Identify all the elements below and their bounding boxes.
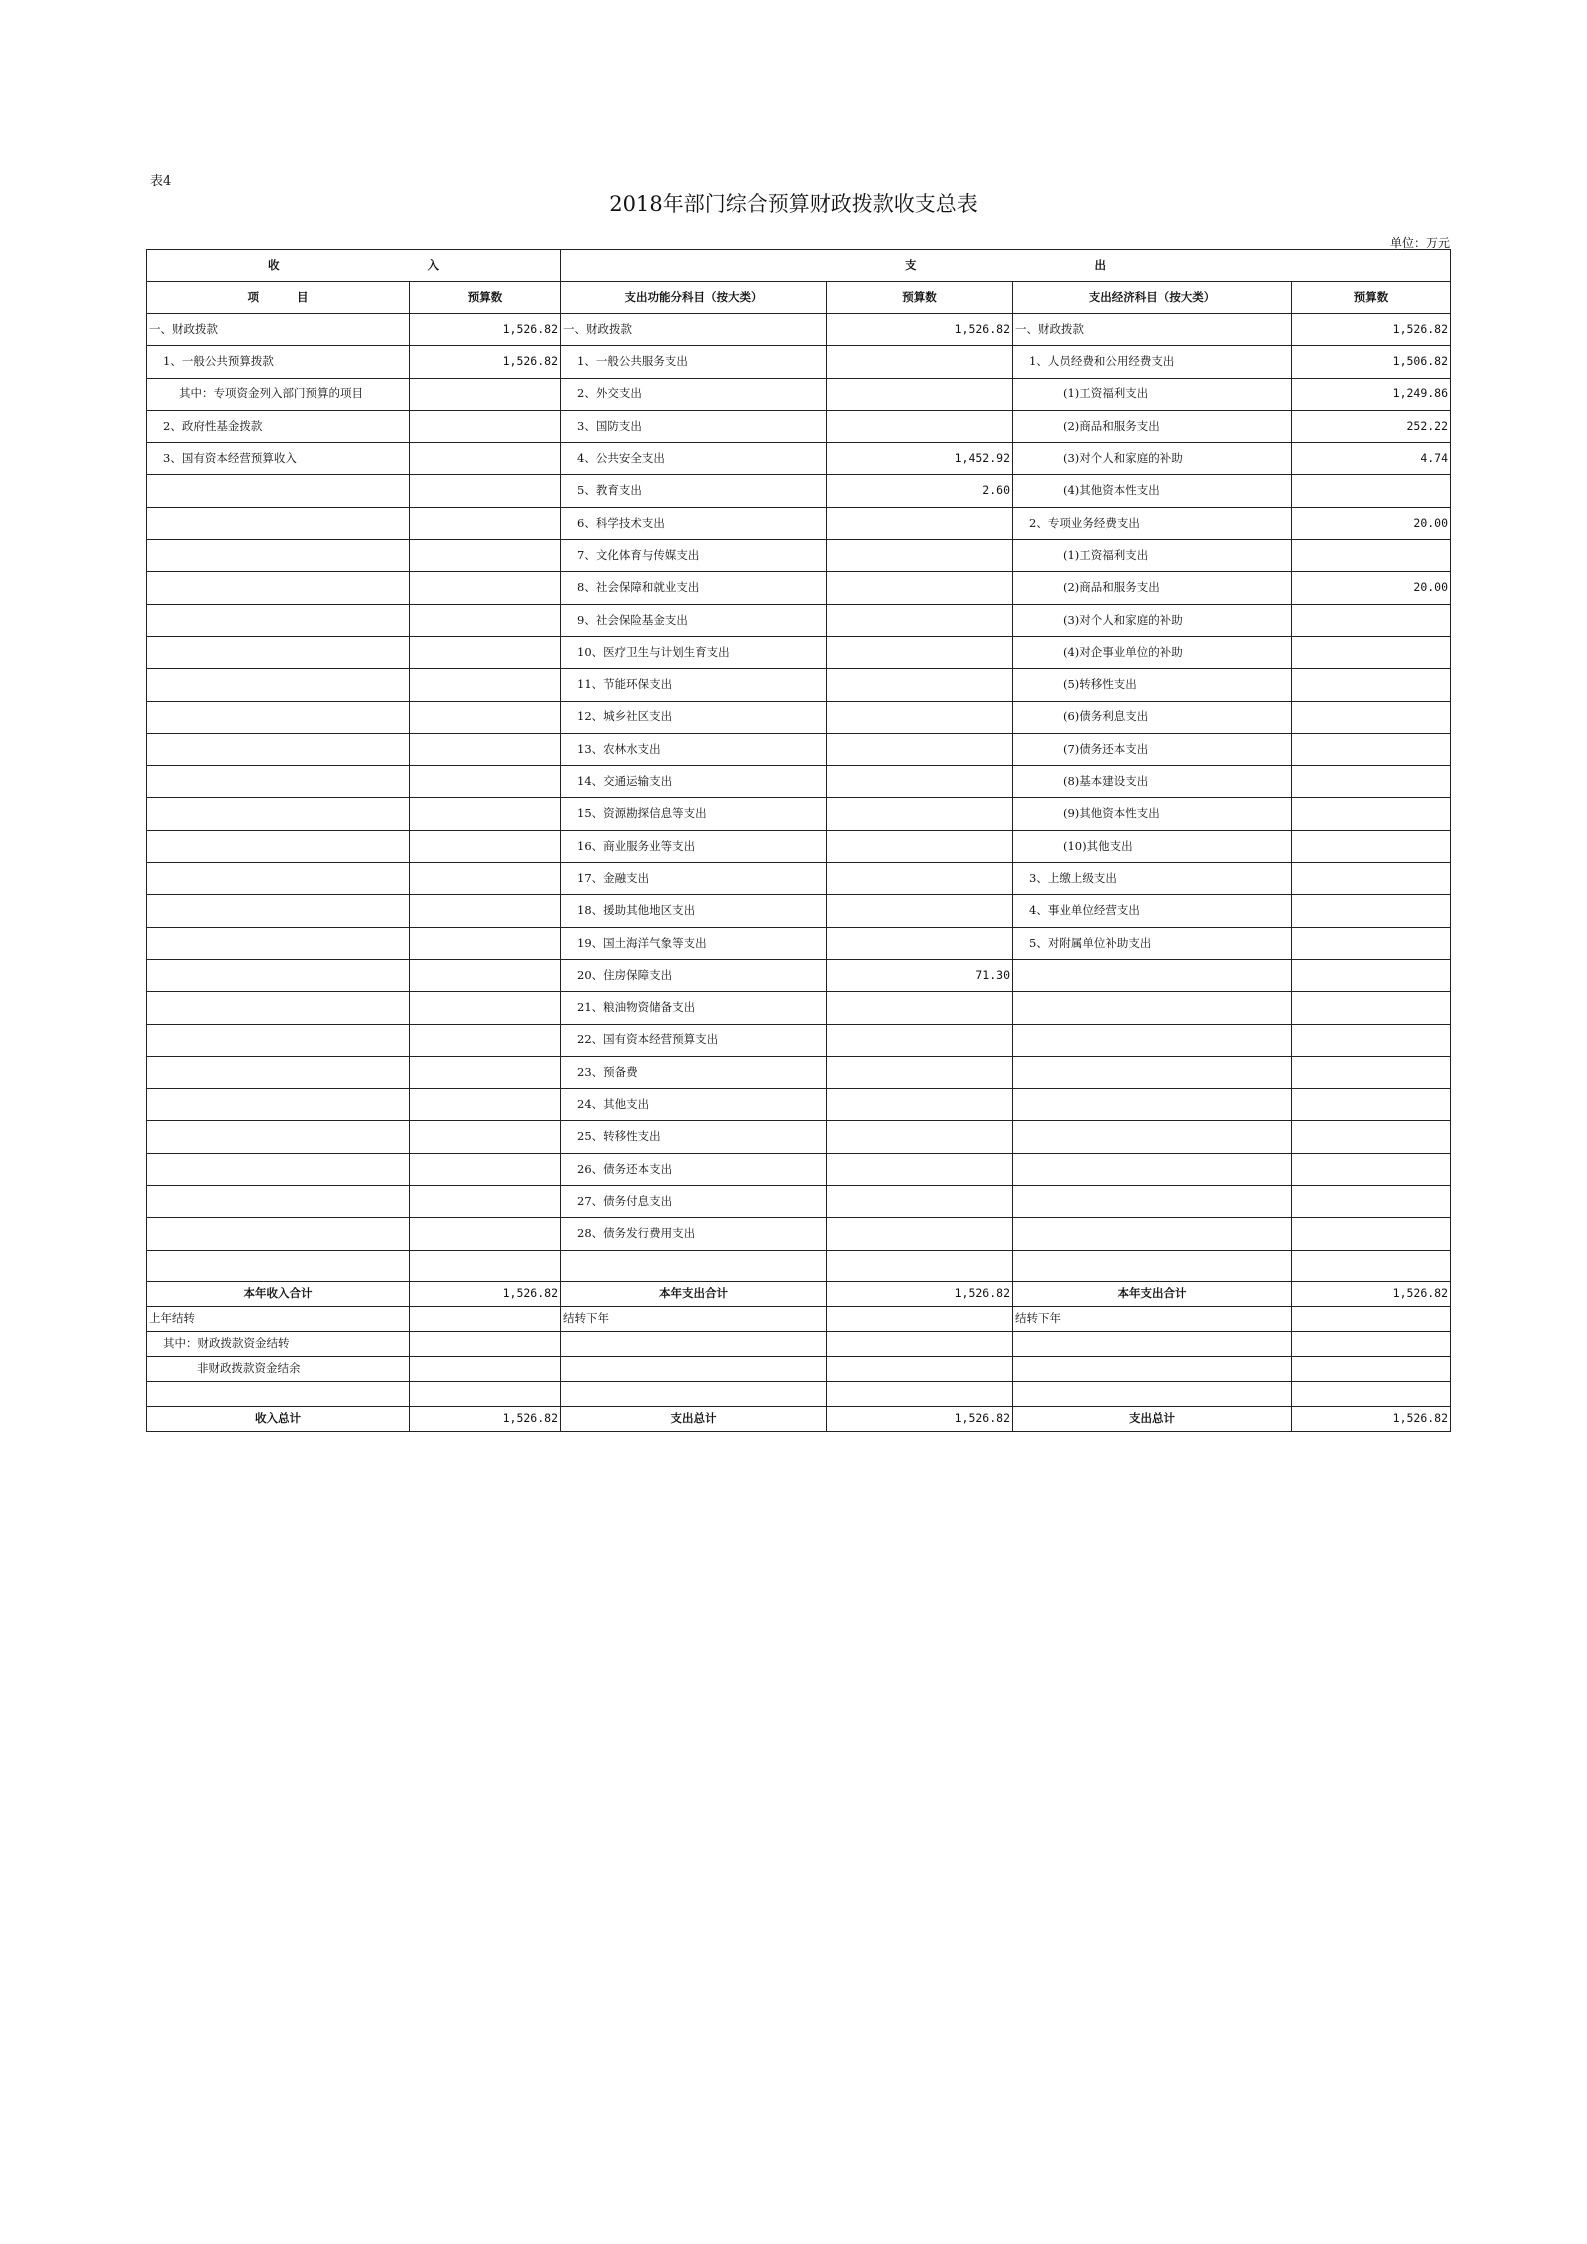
table-row bbox=[147, 1153, 1451, 1185]
income-item bbox=[147, 572, 410, 604]
func-value bbox=[827, 733, 1013, 765]
unit-label: 单位：万元 bbox=[1389, 236, 1450, 250]
empty-cell bbox=[1292, 1356, 1451, 1381]
func-item: 14、交通运输支出 bbox=[561, 766, 827, 798]
econ-value bbox=[1292, 669, 1451, 701]
func-item: 6、科学技术支出 bbox=[561, 507, 827, 539]
table-row bbox=[147, 572, 1451, 604]
econ-item: 一、财政拨款 bbox=[1013, 314, 1292, 346]
econ-item: (4)其他资本性支出 bbox=[1013, 475, 1292, 507]
func-item: 27、债务付息支出 bbox=[561, 1186, 827, 1218]
econ-item: (6)债务利息支出 bbox=[1013, 701, 1292, 733]
carry-sub2-label: 非财政拨款资金结余 bbox=[147, 1356, 410, 1381]
func-item: 7、文化体育与传媒支出 bbox=[561, 540, 827, 572]
econ-grand-value: 1,526.82 bbox=[1292, 1406, 1451, 1431]
income-item bbox=[147, 733, 410, 765]
func-item: 18、援助其他地区支出 bbox=[561, 895, 827, 927]
func-item: 10、医疗卫生与计划生育支出 bbox=[561, 636, 827, 668]
table-row bbox=[147, 1121, 1451, 1153]
func-item: 16、商业服务业等支出 bbox=[561, 830, 827, 862]
header-econ-budget: 预算数 bbox=[1292, 282, 1451, 314]
carry-sub-row-2 bbox=[147, 1356, 1451, 1381]
empty-cell bbox=[1013, 1356, 1292, 1381]
income-item bbox=[147, 863, 410, 895]
income-value bbox=[410, 1186, 561, 1218]
spacer-cell bbox=[1013, 1250, 1292, 1281]
econ-total-value: 1,526.82 bbox=[1292, 1281, 1451, 1306]
func-item: 15、资源勘探信息等支出 bbox=[561, 798, 827, 830]
econ-value bbox=[1292, 1024, 1451, 1056]
empty-cell bbox=[1292, 1381, 1451, 1406]
econ-value bbox=[1292, 701, 1451, 733]
econ-item: (5)转移性支出 bbox=[1013, 669, 1292, 701]
func-item: 9、社会保险基金支出 bbox=[561, 604, 827, 636]
func-item: 21、粮油物资储备支出 bbox=[561, 992, 827, 1024]
econ-item bbox=[1013, 1089, 1292, 1121]
income-value bbox=[410, 863, 561, 895]
prev-carry-label: 上年结转 bbox=[147, 1306, 410, 1331]
carry-sub-row-1 bbox=[147, 1331, 1451, 1356]
econ-value bbox=[1292, 1056, 1451, 1088]
func-item: 23、预备费 bbox=[561, 1056, 827, 1088]
func-value bbox=[827, 572, 1013, 604]
func-value bbox=[827, 895, 1013, 927]
income-item bbox=[147, 669, 410, 701]
income-item: 2、政府性基金拨款 bbox=[147, 410, 410, 442]
econ-item: (10)其他支出 bbox=[1013, 830, 1292, 862]
func-value bbox=[827, 927, 1013, 959]
econ-item bbox=[1013, 1153, 1292, 1185]
income-item: 1、一般公共预算拨款 bbox=[147, 346, 410, 378]
func-carry-label: 结转下年 bbox=[561, 1306, 827, 1331]
income-grand-value: 1,526.82 bbox=[410, 1406, 561, 1431]
income-value bbox=[410, 1153, 561, 1185]
spacer-cell bbox=[561, 1250, 827, 1281]
band-income bbox=[147, 250, 561, 282]
empty-cell bbox=[147, 1381, 410, 1406]
econ-item: 4、事业单位经营支出 bbox=[1013, 895, 1292, 927]
income-value bbox=[410, 1121, 561, 1153]
income-value bbox=[410, 1056, 561, 1088]
func-item: 5、教育支出 bbox=[561, 475, 827, 507]
table-row bbox=[147, 992, 1451, 1024]
income-total-value: 1,526.82 bbox=[410, 1281, 561, 1306]
income-value bbox=[410, 669, 561, 701]
prev-carry-value bbox=[410, 1306, 561, 1331]
grand-total-row bbox=[147, 1406, 1451, 1431]
econ-value: 1,249.86 bbox=[1292, 378, 1451, 410]
econ-item: (9)其他资本性支出 bbox=[1013, 798, 1292, 830]
income-value bbox=[410, 1089, 561, 1121]
empty-cell bbox=[827, 1381, 1013, 1406]
header-row bbox=[147, 282, 1451, 314]
income-item: 其中：专项资金列入部门预算的项目 bbox=[147, 378, 410, 410]
econ-value bbox=[1292, 1089, 1451, 1121]
table-row bbox=[147, 1186, 1451, 1218]
econ-value: 1,526.82 bbox=[1292, 314, 1451, 346]
econ-value bbox=[1292, 733, 1451, 765]
econ-carry-label: 结转下年 bbox=[1013, 1306, 1292, 1331]
econ-item: (4)对企事业单位的补助 bbox=[1013, 636, 1292, 668]
budget-table bbox=[146, 249, 1451, 1432]
income-item bbox=[147, 636, 410, 668]
table-row bbox=[147, 475, 1451, 507]
table-row bbox=[147, 410, 1451, 442]
func-value: 2.60 bbox=[827, 475, 1013, 507]
income-value bbox=[410, 443, 561, 475]
func-grand-label: 支出总计 bbox=[561, 1406, 827, 1431]
func-value bbox=[827, 1024, 1013, 1056]
func-value bbox=[827, 604, 1013, 636]
table-row bbox=[147, 1089, 1451, 1121]
econ-value: 20.00 bbox=[1292, 572, 1451, 604]
spacer-cell bbox=[1292, 1250, 1451, 1281]
income-item bbox=[147, 507, 410, 539]
income-item bbox=[147, 1218, 410, 1250]
econ-value: 20.00 bbox=[1292, 507, 1451, 539]
econ-value: 4.74 bbox=[1292, 443, 1451, 475]
spacer-row bbox=[147, 1250, 1451, 1281]
header-item-a: 项 bbox=[247, 289, 259, 304]
econ-grand-label: 支出总计 bbox=[1013, 1406, 1292, 1431]
func-item: 17、金融支出 bbox=[561, 863, 827, 895]
func-item: 1、一般公共服务支出 bbox=[561, 346, 827, 378]
econ-item bbox=[1013, 1056, 1292, 1088]
table-row bbox=[147, 1024, 1451, 1056]
table-row bbox=[147, 863, 1451, 895]
income-value bbox=[410, 475, 561, 507]
income-item bbox=[147, 830, 410, 862]
table-row bbox=[147, 701, 1451, 733]
income-value bbox=[410, 636, 561, 668]
table-row bbox=[147, 1218, 1451, 1250]
income-value bbox=[410, 1024, 561, 1056]
table-row bbox=[147, 669, 1451, 701]
econ-value bbox=[1292, 1153, 1451, 1185]
income-item bbox=[147, 798, 410, 830]
econ-item: 2、专项业务经费支出 bbox=[1013, 507, 1292, 539]
empty-cell bbox=[410, 1356, 561, 1381]
carry-row bbox=[147, 1306, 1451, 1331]
func-value bbox=[827, 346, 1013, 378]
func-item: 20、住房保障支出 bbox=[561, 959, 827, 991]
func-value bbox=[827, 1153, 1013, 1185]
income-value bbox=[410, 378, 561, 410]
table-row bbox=[147, 766, 1451, 798]
func-item: 22、国有资本经营预算支出 bbox=[561, 1024, 827, 1056]
econ-value: 1,506.82 bbox=[1292, 346, 1451, 378]
income-item bbox=[147, 766, 410, 798]
func-value bbox=[827, 863, 1013, 895]
table-row bbox=[147, 798, 1451, 830]
func-value bbox=[827, 378, 1013, 410]
empty-cell bbox=[561, 1381, 827, 1406]
income-item bbox=[147, 992, 410, 1024]
income-item bbox=[147, 604, 410, 636]
func-item: 8、社会保障和就业支出 bbox=[561, 572, 827, 604]
header-item-b: 目 bbox=[297, 289, 309, 304]
carry-sub1-label: 其中：财政拨款资金结转 bbox=[147, 1331, 410, 1356]
spacer-cell bbox=[147, 1250, 410, 1281]
income-value bbox=[410, 992, 561, 1024]
total-row bbox=[147, 1281, 1451, 1306]
income-value bbox=[410, 766, 561, 798]
func-item: 一、财政拨款 bbox=[561, 314, 827, 346]
empty-cell bbox=[561, 1331, 827, 1356]
econ-value bbox=[1292, 540, 1451, 572]
func-value bbox=[827, 1121, 1013, 1153]
econ-value bbox=[1292, 895, 1451, 927]
econ-item: (1)工资福利支出 bbox=[1013, 540, 1292, 572]
func-value bbox=[827, 701, 1013, 733]
band-income-a: 收 bbox=[267, 257, 280, 272]
econ-item bbox=[1013, 959, 1292, 991]
func-item: 12、城乡社区支出 bbox=[561, 701, 827, 733]
income-value bbox=[410, 798, 561, 830]
econ-value bbox=[1292, 830, 1451, 862]
econ-value bbox=[1292, 1218, 1451, 1250]
econ-item bbox=[1013, 1121, 1292, 1153]
income-value bbox=[410, 959, 561, 991]
func-value: 1,526.82 bbox=[827, 314, 1013, 346]
income-item bbox=[147, 895, 410, 927]
income-item bbox=[147, 1089, 410, 1121]
func-item: 2、外交支出 bbox=[561, 378, 827, 410]
table-row bbox=[147, 959, 1451, 991]
func-total-value: 1,526.82 bbox=[827, 1281, 1013, 1306]
econ-value bbox=[1292, 992, 1451, 1024]
spacer-cell bbox=[827, 1250, 1013, 1281]
econ-item bbox=[1013, 1218, 1292, 1250]
econ-value bbox=[1292, 1121, 1451, 1153]
page-title: 2018年部门综合预算财政拨款收支总表 bbox=[609, 192, 978, 216]
income-value bbox=[410, 410, 561, 442]
econ-item bbox=[1013, 992, 1292, 1024]
income-value bbox=[410, 604, 561, 636]
econ-item: 1、人员经费和公用经费支出 bbox=[1013, 346, 1292, 378]
income-item: 3、国有资本经营预算收入 bbox=[147, 443, 410, 475]
income-item bbox=[147, 1121, 410, 1153]
table-row bbox=[147, 346, 1451, 378]
func-item: 4、公共安全支出 bbox=[561, 443, 827, 475]
econ-value bbox=[1292, 604, 1451, 636]
blank-row bbox=[147, 1381, 1451, 1406]
func-value bbox=[827, 798, 1013, 830]
func-item: 24、其他支出 bbox=[561, 1089, 827, 1121]
spacer-cell bbox=[410, 1250, 561, 1281]
band-expense bbox=[561, 250, 1451, 282]
table-row bbox=[147, 314, 1451, 346]
table-row bbox=[147, 636, 1451, 668]
income-item bbox=[147, 475, 410, 507]
func-value: 71.30 bbox=[827, 959, 1013, 991]
econ-value bbox=[1292, 927, 1451, 959]
band-expense-b: 出 bbox=[1094, 257, 1107, 272]
func-value bbox=[827, 636, 1013, 668]
income-item bbox=[147, 540, 410, 572]
income-item bbox=[147, 1153, 410, 1185]
empty-cell bbox=[561, 1356, 827, 1381]
income-value: 1,526.82 bbox=[410, 346, 561, 378]
table-row bbox=[147, 895, 1451, 927]
func-item: 3、国防支出 bbox=[561, 410, 827, 442]
income-grand-label: 收入总计 bbox=[147, 1406, 410, 1431]
econ-value bbox=[1292, 636, 1451, 668]
func-value bbox=[827, 669, 1013, 701]
func-value bbox=[827, 540, 1013, 572]
table-row bbox=[147, 540, 1451, 572]
econ-value bbox=[1292, 863, 1451, 895]
func-carry-value bbox=[827, 1306, 1013, 1331]
func-item: 25、转移性支出 bbox=[561, 1121, 827, 1153]
func-grand-value: 1,526.82 bbox=[827, 1406, 1013, 1431]
empty-cell bbox=[827, 1331, 1013, 1356]
func-value bbox=[827, 830, 1013, 862]
econ-item: 5、对附属单位补助支出 bbox=[1013, 927, 1292, 959]
func-item: 11、节能环保支出 bbox=[561, 669, 827, 701]
table-row bbox=[147, 1056, 1451, 1088]
func-value bbox=[827, 992, 1013, 1024]
table-row bbox=[147, 733, 1451, 765]
table-row bbox=[147, 927, 1451, 959]
func-value bbox=[827, 766, 1013, 798]
func-item: 13、农林水支出 bbox=[561, 733, 827, 765]
income-value bbox=[410, 701, 561, 733]
func-item: 26、债务还本支出 bbox=[561, 1153, 827, 1185]
header-item bbox=[147, 282, 410, 314]
func-value bbox=[827, 1218, 1013, 1250]
income-item bbox=[147, 1056, 410, 1088]
func-value bbox=[827, 410, 1013, 442]
empty-cell bbox=[827, 1356, 1013, 1381]
econ-value bbox=[1292, 1186, 1451, 1218]
header-func-budget: 预算数 bbox=[827, 282, 1013, 314]
income-item bbox=[147, 959, 410, 991]
table-row bbox=[147, 604, 1451, 636]
empty-cell bbox=[410, 1381, 561, 1406]
income-item bbox=[147, 1186, 410, 1218]
func-value bbox=[827, 507, 1013, 539]
econ-value bbox=[1292, 959, 1451, 991]
func-value: 1,452.92 bbox=[827, 443, 1013, 475]
econ-item: (2)商品和服务支出 bbox=[1013, 572, 1292, 604]
band-income-b: 入 bbox=[427, 257, 440, 272]
econ-value bbox=[1292, 798, 1451, 830]
income-value: 1,526.82 bbox=[410, 314, 561, 346]
econ-item bbox=[1013, 1024, 1292, 1056]
func-value bbox=[827, 1056, 1013, 1088]
income-value bbox=[410, 927, 561, 959]
income-value bbox=[410, 572, 561, 604]
econ-item: (8)基本建设支出 bbox=[1013, 766, 1292, 798]
income-total-label: 本年收入合计 bbox=[147, 1281, 410, 1306]
table-number: 表4 bbox=[150, 174, 172, 189]
income-value bbox=[410, 733, 561, 765]
table-row bbox=[147, 443, 1451, 475]
income-value bbox=[410, 830, 561, 862]
table-row bbox=[147, 507, 1451, 539]
econ-value bbox=[1292, 475, 1451, 507]
income-value bbox=[410, 507, 561, 539]
func-item: 19、国土海洋气象等支出 bbox=[561, 927, 827, 959]
econ-item: (3)对个人和家庭的补助 bbox=[1013, 443, 1292, 475]
income-item: 一、财政拨款 bbox=[147, 314, 410, 346]
empty-cell bbox=[1292, 1331, 1451, 1356]
econ-item: (1)工资福利支出 bbox=[1013, 378, 1292, 410]
band-row bbox=[147, 250, 1451, 282]
func-value bbox=[827, 1089, 1013, 1121]
econ-item: (7)债务还本支出 bbox=[1013, 733, 1292, 765]
header-func: 支出功能分科目（按大类） bbox=[561, 282, 827, 314]
func-total-label: 本年支出合计 bbox=[561, 1281, 827, 1306]
empty-cell bbox=[1013, 1381, 1292, 1406]
header-econ: 支出经济科目（按大类） bbox=[1013, 282, 1292, 314]
empty-cell bbox=[1013, 1331, 1292, 1356]
table-row bbox=[147, 830, 1451, 862]
income-value bbox=[410, 540, 561, 572]
income-value bbox=[410, 895, 561, 927]
income-item bbox=[147, 927, 410, 959]
table-row bbox=[147, 378, 1451, 410]
econ-item bbox=[1013, 1186, 1292, 1218]
func-value bbox=[827, 1186, 1013, 1218]
econ-total-label: 本年支出合计 bbox=[1013, 1281, 1292, 1306]
econ-carry-value bbox=[1292, 1306, 1451, 1331]
econ-value bbox=[1292, 766, 1451, 798]
econ-value: 252.22 bbox=[1292, 410, 1451, 442]
econ-item: (2)商品和服务支出 bbox=[1013, 410, 1292, 442]
econ-item: 3、上缴上级支出 bbox=[1013, 863, 1292, 895]
func-item: 28、债务发行费用支出 bbox=[561, 1218, 827, 1250]
header-income-budget: 预算数 bbox=[410, 282, 561, 314]
income-item bbox=[147, 1024, 410, 1056]
empty-cell bbox=[410, 1331, 561, 1356]
band-expense-a: 支 bbox=[905, 257, 917, 272]
econ-item: (3)对个人和家庭的补助 bbox=[1013, 604, 1292, 636]
income-value bbox=[410, 1218, 561, 1250]
income-item bbox=[147, 701, 410, 733]
